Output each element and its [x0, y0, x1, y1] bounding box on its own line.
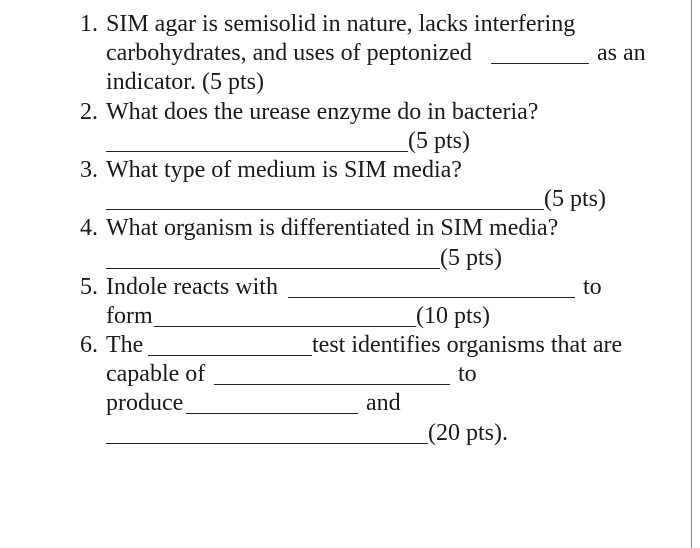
question-6-number: 6. [80, 332, 98, 358]
question-1-line-2: carbohydrates, and uses of peptonized [106, 40, 472, 66]
question-6-line-3-after: and [366, 390, 401, 416]
question-6-answer-blank-2[interactable] [214, 384, 450, 385]
question-4-line-1: What organism is differentiated in SIM media? [106, 215, 559, 241]
question-2-number: 2. [80, 99, 98, 125]
question-5-number: 5. [80, 274, 98, 300]
question-3-points: (5 pts) [544, 186, 606, 212]
question-6-line-1-after: test identifies organisms that are [312, 332, 623, 358]
question-5-answer-blank-2[interactable] [154, 326, 416, 327]
question-1-line-2-after: as an [597, 40, 646, 66]
question-4-answer-blank[interactable] [106, 268, 440, 269]
question-2-answer-blank[interactable] [106, 151, 408, 152]
question-1-line-1: SIM agar is semisolid in nature, lacks interfering [106, 11, 576, 37]
question-5-answer-blank-1[interactable] [288, 297, 575, 298]
question-5-line-2-before: form [106, 303, 153, 329]
question-6-answer-blank-3[interactable] [186, 413, 358, 414]
question-3-number: 3. [80, 157, 98, 183]
question-3-line-1: What type of medium is SIM media? [106, 157, 462, 183]
question-6-line-3-before: produce [106, 390, 184, 416]
question-6-points: (20 pts). [428, 420, 508, 446]
question-1-answer-blank[interactable] [491, 63, 589, 64]
question-1-number: 1. [80, 11, 98, 37]
question-1-line-3: indicator. (5 pts) [106, 69, 264, 95]
page-edge [691, 0, 692, 548]
question-3-answer-blank[interactable] [106, 209, 544, 210]
question-2-points: (5 pts) [408, 128, 470, 154]
question-5-line-1-before: Indole reacts with [106, 274, 278, 300]
question-2-line-1: What does the urease enzyme do in bacteria? [106, 99, 539, 125]
question-6-line-2-before: capable of [106, 361, 206, 387]
question-6-answer-blank-4[interactable] [106, 443, 428, 444]
question-4-points: (5 pts) [440, 245, 502, 271]
question-5-line-1-after: to [583, 274, 602, 300]
question-6-line-2-after: to [458, 361, 477, 387]
question-6-answer-blank-1[interactable] [148, 355, 312, 356]
question-5-points: (10 pts) [416, 303, 490, 329]
question-4-number: 4. [80, 215, 98, 241]
question-6-line-1-before: The [106, 332, 144, 358]
